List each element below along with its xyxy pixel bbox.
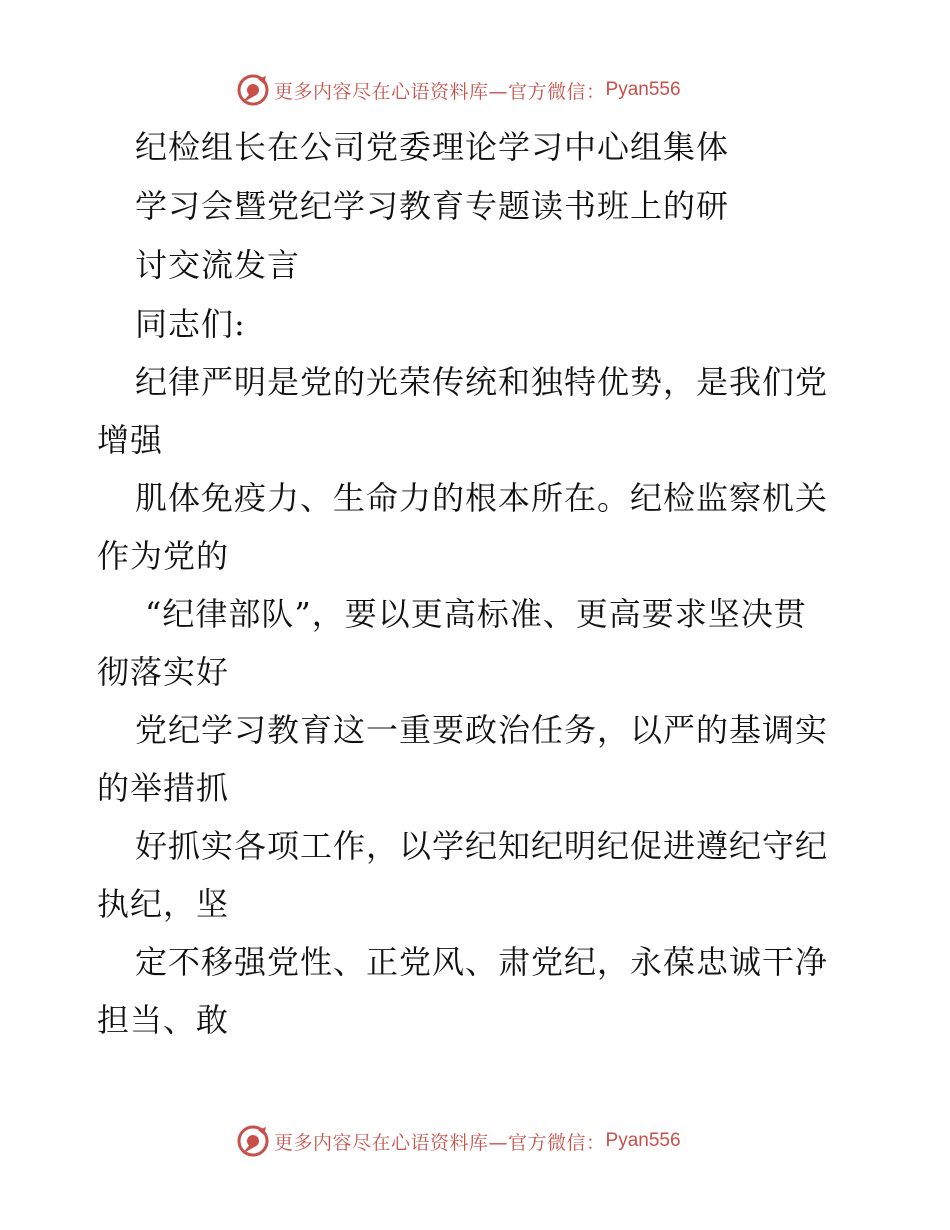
body-line: “纪律部队”，要以更高标准、更高要求坚决贯 [145,595,807,633]
body-line: 作为党的 [97,537,230,575]
banner-wechat-id: Pyan556 [605,79,681,100]
body-line: 定不移强党性、正党风、肃党纪，永葆忠诚干净 [135,943,829,981]
header-watermark-banner [236,72,681,108]
banner-text: 更多内容尽在心语资料库—官方微信： [274,80,606,103]
body-line: 党纪学习教育这一重要政治任务，以严的基调实 [135,711,829,749]
document-title-line-3: 讨交流发言 [135,246,301,284]
body-line: 纪律严明是党的光荣传统和独特优势，是我们党 [135,363,829,401]
body-line: 的举措抓 [97,769,230,807]
banner-text: 更多内容尽在心语资料库—官方微信： [274,1131,606,1154]
document-title-line-1: 纪检组长在公司党委理论学习中心组集体 [135,128,730,166]
body-line: 肌体免疫力、生命力的根本所在。纪检监察机关 [135,479,829,517]
body-line: 担当、敢 [97,1001,230,1039]
document-title-line-2: 学习会暨党纪学习教育专题读书班上的研 [135,187,730,225]
body-line: 彻落实好 [97,653,230,691]
body-line: 增强 [97,421,164,459]
body-line: 好抓实各项工作，以学纪知纪明纪促进遵纪守纪 [135,827,829,865]
salutation: 同志们: [135,305,246,343]
body-line: 执纪，坚 [97,885,230,923]
footer-watermark-banner [236,1123,681,1159]
red-pen-logo-icon [236,1124,270,1158]
banner-wechat-id: Pyan556 [605,1130,681,1151]
red-pen-logo-icon [236,73,270,107]
